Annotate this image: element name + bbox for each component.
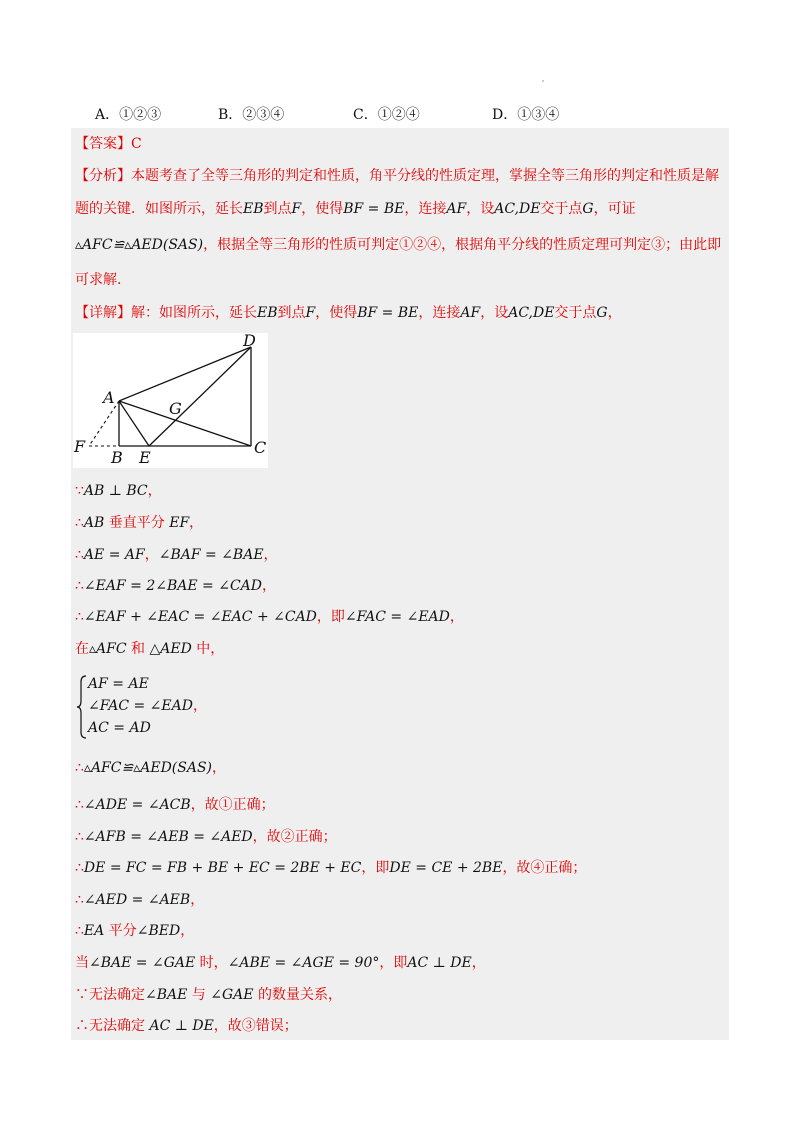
- answer-tag: 【答案】: [75, 136, 131, 152]
- label-c: C: [254, 438, 267, 457]
- label-d: D: [243, 333, 256, 350]
- analysis-line-1: 【分析】本题考查了全等三角形的判定和性质，角平分线的性质定理，掌握全等三角形的判定和性质是解: [75, 168, 719, 184]
- step-5: ∴∠EAF + ∠EAC = ∠EAC + ∠CAD，即∠FAC = ∠EAD，: [75, 609, 464, 625]
- speck: [542, 80, 544, 82]
- step-15: ∴无法确定 AC ⊥ DE，故③错误；: [75, 1018, 298, 1034]
- answer-line: [75, 134, 142, 154]
- step-9: ∴∠AFB = ∠AEB = ∠AED，故②正确；: [75, 829, 337, 845]
- analysis-line-3: ▵AFC≌▵AED(SAS)，根据全等三角形的性质可判定①②④，根据角平分线的性质定理可判定③；由此即: [75, 237, 722, 253]
- system-row-1: AF = AE: [88, 676, 149, 692]
- segment-af-dashed: [89, 401, 119, 446]
- analysis-line-2: 题的关键．如图所示，延长EB到点F，使得BF = BE，连接AF，设AC,DE交于点G，可证: [75, 201, 636, 217]
- step-3: ∴AE = AF，∠BAF = ∠BAE，: [75, 547, 278, 563]
- answer-choices: [0, 104, 800, 126]
- brace-icon: [76, 674, 88, 740]
- segment-ed: [149, 347, 251, 446]
- choice-b: B．②③④: [218, 107, 285, 123]
- step-11: ∴∠AED = ∠AEB，: [75, 892, 205, 908]
- answer-value: C: [131, 136, 142, 152]
- step-10: ∴DE = FC = FB + BE + EC = 2BE + EC，即DE = CE + 2BE，故④正确；: [75, 860, 587, 876]
- choice-d: D．①③④: [492, 107, 560, 123]
- geometry-diagram: [73, 333, 268, 468]
- label-e: E: [139, 448, 151, 467]
- step-8: ∴∠ADE = ∠ACB，故①正确；: [75, 797, 275, 813]
- segment-ad: [119, 347, 251, 401]
- system-row-2: ∠FAC = ∠EAD，: [88, 698, 207, 714]
- step-13: 当∠BAE = ∠GAE 时，∠ABE = ∠AGE = 90°，即AC ⊥ DE，: [75, 955, 486, 971]
- detail-line-1: 【详解】解：如图所示，延长EB到点F，使得BF = BE，连接AF，设AC,DE交于点G，: [75, 305, 622, 321]
- label-f: F: [74, 437, 86, 456]
- step-7: ∴▵AFC≌▵AED(SAS)，: [75, 760, 227, 776]
- segment-ae: [119, 401, 149, 446]
- step-6: 在▵AFC 和 △AED 中，: [75, 641, 225, 657]
- equation-system: [76, 674, 276, 740]
- detail-tag: 【详解】: [75, 305, 131, 321]
- label-a: A: [103, 388, 115, 407]
- choice-a: A．①②③: [95, 107, 162, 123]
- segment-ac: [119, 401, 251, 446]
- step-2: ∴AB 垂直平分 EF，: [75, 515, 204, 531]
- analysis-tag: 【分析】: [75, 168, 131, 184]
- step-14: ∵无法确定∠BAE 与 ∠GAE 的数量关系，: [75, 987, 342, 1003]
- geometry-figure: [73, 333, 268, 468]
- system-row-3: AC = AD: [88, 720, 151, 736]
- step-12: ∴EA 平分∠BED，: [75, 923, 195, 939]
- label-g: G: [169, 399, 182, 418]
- step-1: ∵AB ⊥ BC，: [75, 483, 162, 499]
- label-b: B: [111, 448, 123, 467]
- analysis-line-4: 可求解.: [75, 272, 122, 288]
- choice-c: C．①②④: [353, 107, 420, 123]
- step-4: ∴∠EAF = 2∠BAE = ∠CAD，: [75, 578, 276, 594]
